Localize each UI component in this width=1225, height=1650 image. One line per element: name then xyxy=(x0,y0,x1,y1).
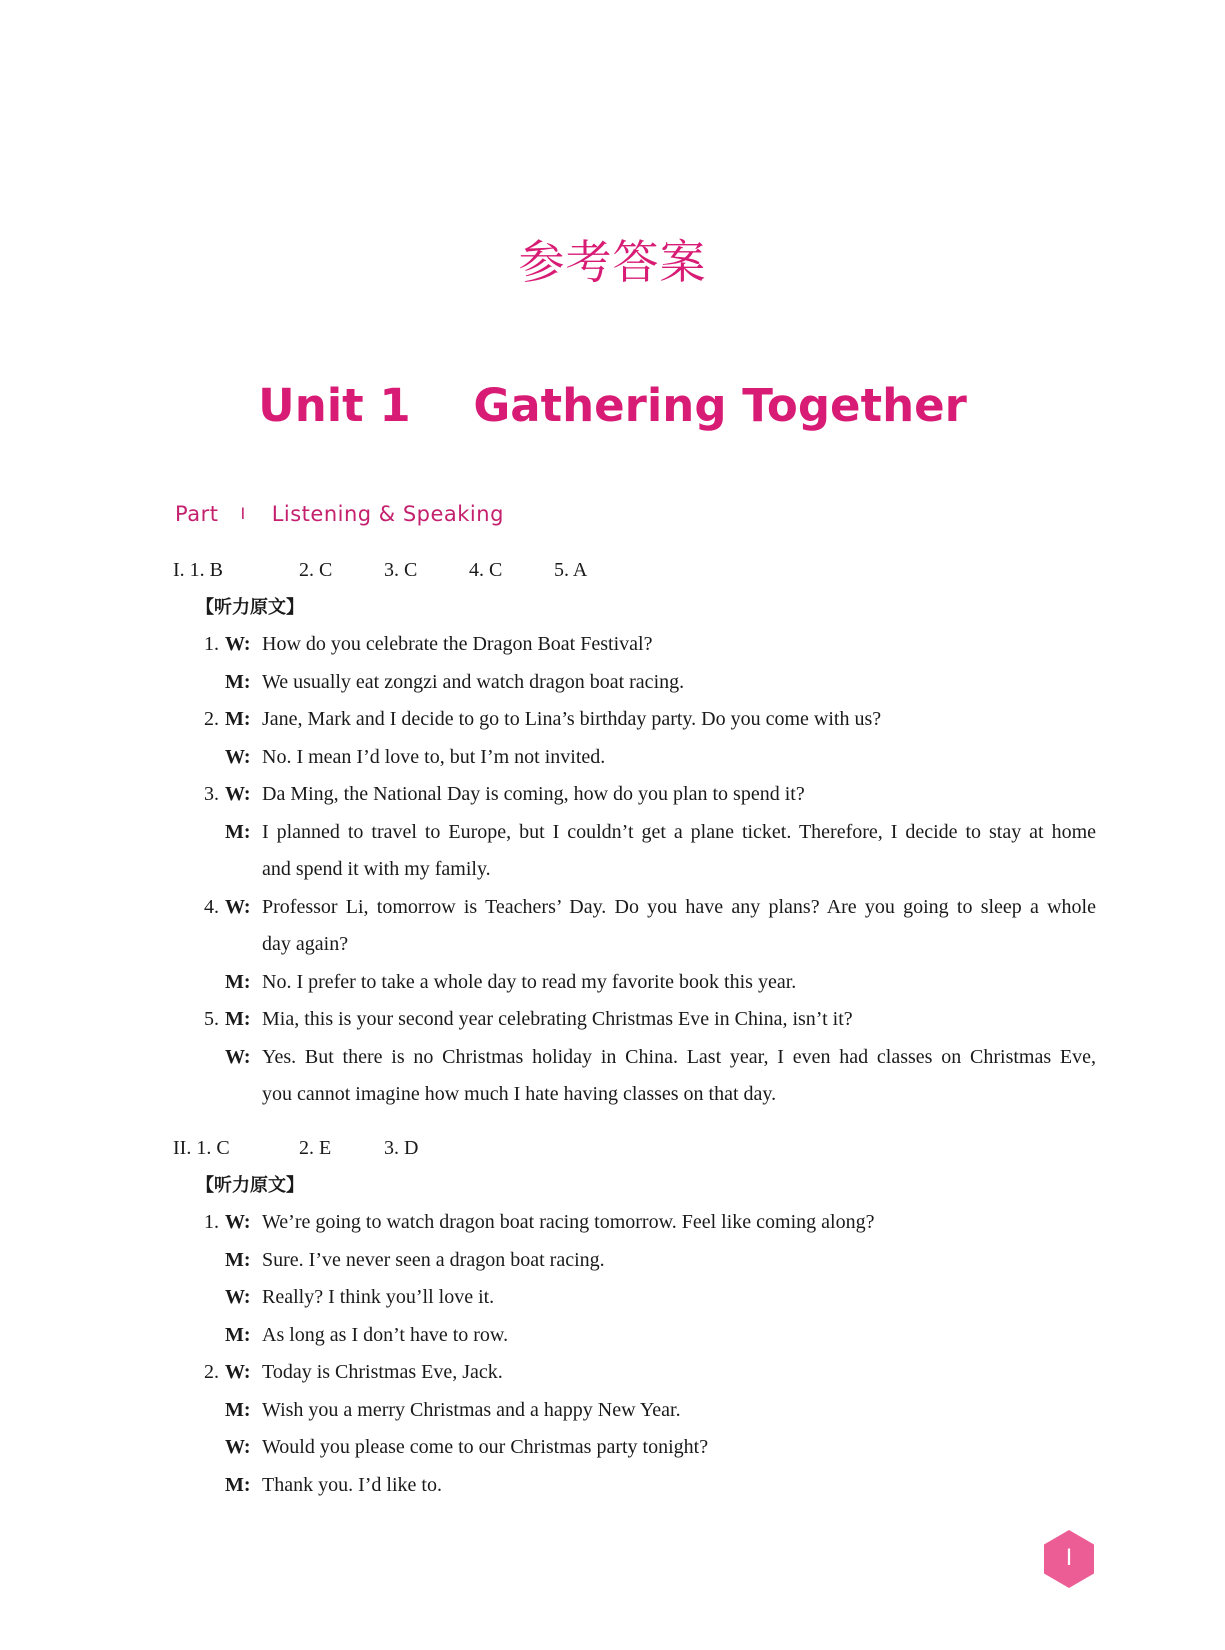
transcript-line xyxy=(0,1429,1225,1466)
dialogue-text: Thank you. I’d like to. xyxy=(262,1473,442,1496)
speaker-label: M: xyxy=(225,820,251,843)
speaker-label: M: xyxy=(225,1248,251,1271)
page-number: I xyxy=(1065,1546,1073,1571)
speaker-label: M: xyxy=(225,1398,251,1421)
speaker-label: W: xyxy=(225,783,251,805)
part-number: I xyxy=(240,504,246,523)
transcript-line xyxy=(0,1317,1225,1354)
transcript-line xyxy=(0,1242,1225,1279)
item-number: 2. xyxy=(204,708,219,730)
answer: 2. C xyxy=(299,559,333,581)
transcript-line xyxy=(0,1392,1225,1429)
item-number: 4. xyxy=(204,895,219,918)
unit-title: Unit 1 Gathering Together xyxy=(258,379,967,432)
transcript-line xyxy=(0,1039,1225,1076)
dialogue-text: you cannot imagine how much I hate having classes on that day. xyxy=(262,1083,777,1105)
speaker-label: M: xyxy=(225,1323,251,1346)
transcript-line xyxy=(0,664,1225,701)
answer: 3. C xyxy=(384,559,418,581)
transcript-line xyxy=(0,889,1225,926)
transcript-line xyxy=(0,1354,1225,1391)
transcript-line xyxy=(0,1076,1225,1113)
transcript-line xyxy=(0,626,1225,663)
transcript-line xyxy=(0,701,1225,738)
speaker-label: W: xyxy=(225,745,251,768)
speaker-label: W: xyxy=(225,895,251,918)
speaker-label: W: xyxy=(225,1286,251,1308)
speaker-label: W: xyxy=(225,1211,251,1233)
answer: 2. E xyxy=(299,1137,332,1159)
dialogue-text: Yes. But there is no Christmas holiday in China. Last year, I even had classes on Christmas Eve, xyxy=(262,1045,1096,1068)
dialogue-text: Sure. I’ve never seen a dragon boat racing. xyxy=(262,1248,605,1271)
dialogue-text: Jane, Mark and I decide to go to Lina’s birthday party. Do you come with us? xyxy=(262,708,882,730)
speaker-label: W: xyxy=(225,1436,251,1458)
dialogue-text: Mia, this is your second year celebrating Christmas Eve in China, isn’t it? xyxy=(262,1008,853,1030)
transcript-line xyxy=(0,739,1225,776)
dialogue-text: and spend it with my family. xyxy=(262,858,491,880)
item-number: 1. xyxy=(204,633,219,655)
answer: 4. C xyxy=(469,559,503,581)
dialogue-text: No. I mean I’d love to, but I’m not invited. xyxy=(262,745,606,768)
dialogue-text: Would you please come to our Christmas party tonight? xyxy=(262,1436,709,1458)
transcript-label-1: 【听力原文】 xyxy=(196,597,304,618)
answer: 5. A xyxy=(554,559,588,581)
speaker-label: M: xyxy=(225,970,251,993)
transcript-line xyxy=(0,814,1225,851)
dialogue-text: As long as I don’t have to row. xyxy=(262,1323,509,1346)
speaker-label: W: xyxy=(225,633,251,655)
part-label: Part xyxy=(175,502,219,526)
transcript-line xyxy=(0,1001,1225,1038)
transcript-line xyxy=(0,1204,1225,1241)
transcript-label-2: 【听力原文】 xyxy=(196,1175,304,1196)
dialogue-text: No. I prefer to take a whole day to read my favorite book this year. xyxy=(262,970,797,993)
speaker-label: M: xyxy=(225,1473,251,1496)
speaker-label: M: xyxy=(225,708,251,730)
dialogue-text: How do you celebrate the Dragon Boat Festival? xyxy=(262,633,653,655)
dialogue-text: Today is Christmas Eve, Jack. xyxy=(262,1361,503,1383)
answer: II. 1. C xyxy=(173,1137,230,1159)
answer: I. 1. B xyxy=(173,559,223,581)
dialogue-text: Really? I think you’ll love it. xyxy=(262,1286,495,1308)
answer: 3. D xyxy=(384,1137,419,1159)
item-number: 5. xyxy=(204,1008,219,1030)
speaker-label: M: xyxy=(225,670,251,693)
item-number: 1. xyxy=(204,1211,219,1233)
transcript-line xyxy=(0,776,1225,813)
transcript-line xyxy=(0,926,1225,963)
dialogue-text: I planned to travel to Europe, but I couldn’t get a plane ticket. Therefore, I decide to stay at home xyxy=(262,820,1096,843)
part-name: Listening & Speaking xyxy=(271,502,504,526)
item-number: 3. xyxy=(204,783,219,805)
dialogue-text: We’re going to watch dragon boat racing tomorrow. Feel like coming along? xyxy=(262,1211,875,1233)
transcript-line xyxy=(0,1279,1225,1316)
dialogue-text: Wish you a merry Christmas and a happy New Year. xyxy=(262,1398,681,1421)
page-heading: 参考答案 xyxy=(518,235,707,289)
transcript-line xyxy=(0,851,1225,888)
speaker-label: M: xyxy=(225,1008,251,1030)
transcript-line xyxy=(0,964,1225,1001)
transcript-line xyxy=(0,1467,1225,1504)
item-number: 2. xyxy=(204,1361,219,1383)
page-number-badge xyxy=(1042,1529,1096,1589)
speaker-label: W: xyxy=(225,1361,251,1383)
dialogue-text: day again? xyxy=(262,933,349,955)
speaker-label: W: xyxy=(225,1045,251,1068)
dialogue-text: Da Ming, the National Day is coming, how do you plan to spend it? xyxy=(262,783,805,805)
part-title xyxy=(175,500,504,528)
dialogue-text: We usually eat zongzi and watch dragon boat racing. xyxy=(262,670,685,693)
dialogue-text: Professor Li, tomorrow is Teachers’ Day. Do you have any plans? Are you going to sleep a whole xyxy=(262,895,1096,918)
